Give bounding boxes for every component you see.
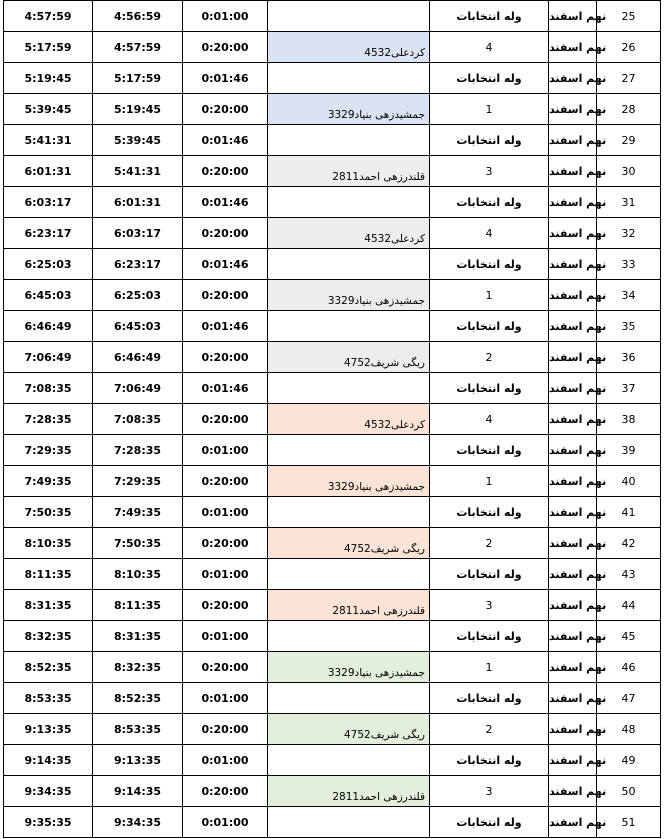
program-name-cell bbox=[268, 683, 430, 714]
day-cell: نهم اسفند bbox=[549, 280, 597, 311]
day-cell: نهم اسفند bbox=[549, 528, 597, 559]
program-name-cell bbox=[268, 342, 430, 373]
end-time-cell: 6:03:17 bbox=[4, 187, 93, 218]
duration-cell: 0:01:00 bbox=[183, 1, 268, 32]
program-name-cell bbox=[268, 32, 430, 63]
start-time-cell: 5:17:59 bbox=[93, 63, 183, 94]
end-time-cell: 9:13:35 bbox=[4, 714, 93, 745]
end-time-cell: 9:34:35 bbox=[4, 776, 93, 807]
day-cell: نهم اسفند bbox=[549, 497, 597, 528]
day-cell: نهم اسفند bbox=[549, 1, 597, 32]
row-number-cell: 38 bbox=[597, 404, 661, 435]
program-name: کردعلی4532 bbox=[364, 47, 425, 59]
start-time-cell: 9:34:35 bbox=[93, 807, 183, 838]
row-number-cell: 48 bbox=[597, 714, 661, 745]
program-name: ریگی شریف4752 bbox=[344, 543, 425, 555]
row-number-cell: 47 bbox=[597, 683, 661, 714]
row-number-cell: 37 bbox=[597, 373, 661, 404]
program-name-cell bbox=[268, 776, 430, 807]
program-name-cell bbox=[268, 466, 430, 497]
duration-cell: 0:20:00 bbox=[183, 590, 268, 621]
program-name-cell bbox=[268, 621, 430, 652]
row-number-cell: 42 bbox=[597, 528, 661, 559]
end-time-cell: 4:57:59 bbox=[4, 1, 93, 32]
program-label-cell: وله انتخابات bbox=[430, 745, 549, 776]
table-row bbox=[4, 32, 661, 63]
duration-cell: 0:20:00 bbox=[183, 714, 268, 745]
start-time-cell: 7:06:49 bbox=[93, 373, 183, 404]
duration-cell: 0:20:00 bbox=[183, 94, 268, 125]
start-time-cell: 8:10:35 bbox=[93, 559, 183, 590]
day-cell: نهم اسفند bbox=[549, 63, 597, 94]
day-cell: نهم اسفند bbox=[549, 311, 597, 342]
program-name-cell bbox=[268, 125, 430, 156]
row-number-cell: 26 bbox=[597, 32, 661, 63]
program-name: قلندرزهی احمد2811 bbox=[332, 791, 425, 803]
start-time-cell: 6:46:49 bbox=[93, 342, 183, 373]
schedule-table bbox=[3, 0, 661, 838]
start-time-cell: 5:19:45 bbox=[93, 94, 183, 125]
table-row bbox=[4, 342, 661, 373]
end-time-cell: 8:31:35 bbox=[4, 590, 93, 621]
program-label-cell: وله انتخابات bbox=[430, 125, 549, 156]
duration-cell: 0:01:46 bbox=[183, 373, 268, 404]
start-time-cell: 4:56:59 bbox=[93, 1, 183, 32]
program-name-cell bbox=[268, 528, 430, 559]
program-name: کردعلی4532 bbox=[364, 419, 425, 431]
start-time-cell: 8:53:35 bbox=[93, 714, 183, 745]
program-name-cell bbox=[268, 249, 430, 280]
program-name-cell bbox=[268, 559, 430, 590]
duration-cell: 0:01:00 bbox=[183, 559, 268, 590]
end-time-cell: 6:46:49 bbox=[4, 311, 93, 342]
duration-cell: 0:20:00 bbox=[183, 652, 268, 683]
table-row bbox=[4, 280, 661, 311]
table-row bbox=[4, 559, 661, 590]
table-row bbox=[4, 714, 661, 745]
program-name: جمشیدزهی بنیاد3329 bbox=[327, 109, 425, 121]
start-time-cell: 6:23:17 bbox=[93, 249, 183, 280]
end-time-cell: 7:06:49 bbox=[4, 342, 93, 373]
row-number-cell: 31 bbox=[597, 187, 661, 218]
end-time-cell: 8:53:35 bbox=[4, 683, 93, 714]
row-number-cell: 50 bbox=[597, 776, 661, 807]
day-cell: نهم اسفند bbox=[549, 559, 597, 590]
duration-cell: 0:20:00 bbox=[183, 218, 268, 249]
day-cell: نهم اسفند bbox=[549, 373, 597, 404]
program-code-cell: 4 bbox=[430, 218, 549, 249]
end-time-cell: 5:41:31 bbox=[4, 125, 93, 156]
table-row bbox=[4, 1, 661, 32]
table-row bbox=[4, 776, 661, 807]
program-name-cell bbox=[268, 714, 430, 745]
duration-cell: 0:01:46 bbox=[183, 187, 268, 218]
day-cell: نهم اسفند bbox=[549, 156, 597, 187]
table-row bbox=[4, 745, 661, 776]
program-label-cell: وله انتخابات bbox=[430, 807, 549, 838]
duration-cell: 0:01:00 bbox=[183, 807, 268, 838]
table-row bbox=[4, 466, 661, 497]
duration-cell: 0:01:46 bbox=[183, 311, 268, 342]
table-row bbox=[4, 156, 661, 187]
row-number-cell: 36 bbox=[597, 342, 661, 373]
program-label-cell: وله انتخابات bbox=[430, 683, 549, 714]
end-time-cell: 6:23:17 bbox=[4, 218, 93, 249]
program-label-cell: وله انتخابات bbox=[430, 63, 549, 94]
program-name: ریگی شریف4752 bbox=[344, 357, 425, 369]
duration-cell: 0:01:00 bbox=[183, 621, 268, 652]
program-name: قلندرزهی احمد2811 bbox=[332, 171, 425, 183]
end-time-cell: 7:29:35 bbox=[4, 435, 93, 466]
start-time-cell: 8:11:35 bbox=[93, 590, 183, 621]
duration-cell: 0:01:00 bbox=[183, 745, 268, 776]
program-label-cell: وله انتخابات bbox=[430, 559, 549, 590]
start-time-cell: 8:32:35 bbox=[93, 652, 183, 683]
program-code-cell: 3 bbox=[430, 590, 549, 621]
start-time-cell: 8:31:35 bbox=[93, 621, 183, 652]
program-name: جمشیدزهی بنیاد3329 bbox=[327, 481, 425, 493]
duration-cell: 0:01:00 bbox=[183, 497, 268, 528]
program-name: کردعلی4532 bbox=[364, 233, 425, 245]
duration-cell: 0:01:00 bbox=[183, 683, 268, 714]
program-name: جمشیدزهی بنیاد3329 bbox=[327, 295, 425, 307]
table-row bbox=[4, 63, 661, 94]
day-cell: نهم اسفند bbox=[549, 342, 597, 373]
end-time-cell: 5:39:45 bbox=[4, 94, 93, 125]
table-row bbox=[4, 590, 661, 621]
start-time-cell: 5:41:31 bbox=[93, 156, 183, 187]
end-time-cell: 6:45:03 bbox=[4, 280, 93, 311]
program-name-cell bbox=[268, 497, 430, 528]
end-time-cell: 7:08:35 bbox=[4, 373, 93, 404]
table-row bbox=[4, 94, 661, 125]
duration-cell: 0:01:46 bbox=[183, 125, 268, 156]
row-number-cell: 46 bbox=[597, 652, 661, 683]
day-cell: نهم اسفند bbox=[549, 466, 597, 497]
program-code-cell: 1 bbox=[430, 466, 549, 497]
program-name: جمشیدزهی بنیاد3329 bbox=[327, 667, 425, 679]
end-time-cell: 9:35:35 bbox=[4, 807, 93, 838]
program-code-cell: 1 bbox=[430, 280, 549, 311]
start-time-cell: 9:13:35 bbox=[93, 745, 183, 776]
row-number-cell: 44 bbox=[597, 590, 661, 621]
start-time-cell: 5:39:45 bbox=[93, 125, 183, 156]
day-cell: نهم اسفند bbox=[549, 32, 597, 63]
program-label-cell: وله انتخابات bbox=[430, 621, 549, 652]
program-name-cell bbox=[268, 280, 430, 311]
duration-cell: 0:20:00 bbox=[183, 528, 268, 559]
program-code-cell: 3 bbox=[430, 776, 549, 807]
program-name-cell bbox=[268, 63, 430, 94]
row-number-cell: 34 bbox=[597, 280, 661, 311]
day-cell: نهم اسفند bbox=[549, 404, 597, 435]
duration-cell: 0:20:00 bbox=[183, 776, 268, 807]
day-cell: نهم اسفند bbox=[549, 714, 597, 745]
row-number-cell: 33 bbox=[597, 249, 661, 280]
program-name-cell bbox=[268, 745, 430, 776]
end-time-cell: 7:28:35 bbox=[4, 404, 93, 435]
duration-cell: 0:20:00 bbox=[183, 466, 268, 497]
duration-cell: 0:01:46 bbox=[183, 63, 268, 94]
program-code-cell: 2 bbox=[430, 342, 549, 373]
duration-cell: 0:20:00 bbox=[183, 280, 268, 311]
table-row bbox=[4, 621, 661, 652]
duration-cell: 0:20:00 bbox=[183, 404, 268, 435]
program-label-cell: وله انتخابات bbox=[430, 497, 549, 528]
start-time-cell: 4:57:59 bbox=[93, 32, 183, 63]
day-cell: نهم اسفند bbox=[549, 125, 597, 156]
program-label-cell: وله انتخابات bbox=[430, 249, 549, 280]
day-cell: نهم اسفند bbox=[549, 590, 597, 621]
table-row bbox=[4, 218, 661, 249]
program-name-cell bbox=[268, 187, 430, 218]
program-code-cell: 4 bbox=[430, 404, 549, 435]
table-row bbox=[4, 311, 661, 342]
end-time-cell: 8:11:35 bbox=[4, 559, 93, 590]
end-time-cell: 8:10:35 bbox=[4, 528, 93, 559]
row-number-cell: 43 bbox=[597, 559, 661, 590]
row-number-cell: 25 bbox=[597, 1, 661, 32]
day-cell: نهم اسفند bbox=[549, 745, 597, 776]
program-name-cell bbox=[268, 1, 430, 32]
duration-cell: 0:20:00 bbox=[183, 156, 268, 187]
program-label-cell: وله انتخابات bbox=[430, 373, 549, 404]
start-time-cell: 6:01:31 bbox=[93, 187, 183, 218]
program-code-cell: 2 bbox=[430, 714, 549, 745]
program-name-cell bbox=[268, 652, 430, 683]
duration-cell: 0:20:00 bbox=[183, 32, 268, 63]
day-cell: نهم اسفند bbox=[549, 621, 597, 652]
program-code-cell: 1 bbox=[430, 94, 549, 125]
day-cell: نهم اسفند bbox=[549, 683, 597, 714]
table-row bbox=[4, 404, 661, 435]
row-number-cell: 35 bbox=[597, 311, 661, 342]
end-time-cell: 8:32:35 bbox=[4, 621, 93, 652]
program-name-cell bbox=[268, 218, 430, 249]
start-time-cell: 7:29:35 bbox=[93, 466, 183, 497]
day-cell: نهم اسفند bbox=[549, 807, 597, 838]
program-code-cell: 4 bbox=[430, 32, 549, 63]
program-name-cell bbox=[268, 404, 430, 435]
start-time-cell: 7:08:35 bbox=[93, 404, 183, 435]
table-row bbox=[4, 807, 661, 838]
program-label-cell: وله انتخابات bbox=[430, 187, 549, 218]
table-row bbox=[4, 187, 661, 218]
start-time-cell: 6:25:03 bbox=[93, 280, 183, 311]
end-time-cell: 8:52:35 bbox=[4, 652, 93, 683]
table-row bbox=[4, 125, 661, 156]
table-row bbox=[4, 249, 661, 280]
row-number-cell: 51 bbox=[597, 807, 661, 838]
program-label-cell: وله انتخابات bbox=[430, 1, 549, 32]
table-row bbox=[4, 528, 661, 559]
end-time-cell: 6:01:31 bbox=[4, 156, 93, 187]
row-number-cell: 39 bbox=[597, 435, 661, 466]
program-name-cell bbox=[268, 590, 430, 621]
start-time-cell: 7:28:35 bbox=[93, 435, 183, 466]
day-cell: نهم اسفند bbox=[549, 652, 597, 683]
end-time-cell: 5:19:45 bbox=[4, 63, 93, 94]
program-name-cell bbox=[268, 807, 430, 838]
program-name: ریگی شریف4752 bbox=[344, 729, 425, 741]
day-cell: نهم اسفند bbox=[549, 187, 597, 218]
start-time-cell: 7:49:35 bbox=[93, 497, 183, 528]
row-number-cell: 40 bbox=[597, 466, 661, 497]
start-time-cell: 6:03:17 bbox=[93, 218, 183, 249]
row-number-cell: 32 bbox=[597, 218, 661, 249]
table-row bbox=[4, 683, 661, 714]
row-number-cell: 30 bbox=[597, 156, 661, 187]
end-time-cell: 9:14:35 bbox=[4, 745, 93, 776]
table-row bbox=[4, 652, 661, 683]
program-code-cell: 3 bbox=[430, 156, 549, 187]
program-code-cell: 2 bbox=[430, 528, 549, 559]
day-cell: نهم اسفند bbox=[549, 435, 597, 466]
end-time-cell: 5:17:59 bbox=[4, 32, 93, 63]
row-number-cell: 41 bbox=[597, 497, 661, 528]
duration-cell: 0:01:46 bbox=[183, 249, 268, 280]
row-number-cell: 27 bbox=[597, 63, 661, 94]
duration-cell: 0:01:00 bbox=[183, 435, 268, 466]
end-time-cell: 7:49:35 bbox=[4, 466, 93, 497]
program-name-cell bbox=[268, 373, 430, 404]
end-time-cell: 7:50:35 bbox=[4, 497, 93, 528]
day-cell: نهم اسفند bbox=[549, 776, 597, 807]
program-name-cell bbox=[268, 311, 430, 342]
row-number-cell: 49 bbox=[597, 745, 661, 776]
day-cell: نهم اسفند bbox=[549, 218, 597, 249]
program-name-cell bbox=[268, 156, 430, 187]
program-name-cell bbox=[268, 435, 430, 466]
row-number-cell: 29 bbox=[597, 125, 661, 156]
start-time-cell: 8:52:35 bbox=[93, 683, 183, 714]
row-number-cell: 28 bbox=[597, 94, 661, 125]
row-number-cell: 45 bbox=[597, 621, 661, 652]
day-cell: نهم اسفند bbox=[549, 94, 597, 125]
program-code-cell: 1 bbox=[430, 652, 549, 683]
program-name: قلندرزهی احمد2811 bbox=[332, 605, 425, 617]
table-row bbox=[4, 497, 661, 528]
start-time-cell: 6:45:03 bbox=[93, 311, 183, 342]
end-time-cell: 6:25:03 bbox=[4, 249, 93, 280]
program-name-cell bbox=[268, 94, 430, 125]
duration-cell: 0:20:00 bbox=[183, 342, 268, 373]
start-time-cell: 9:14:35 bbox=[93, 776, 183, 807]
table-row bbox=[4, 435, 661, 466]
day-cell: نهم اسفند bbox=[549, 249, 597, 280]
program-label-cell: وله انتخابات bbox=[430, 435, 549, 466]
start-time-cell: 7:50:35 bbox=[93, 528, 183, 559]
table-row bbox=[4, 373, 661, 404]
program-label-cell: وله انتخابات bbox=[430, 311, 549, 342]
